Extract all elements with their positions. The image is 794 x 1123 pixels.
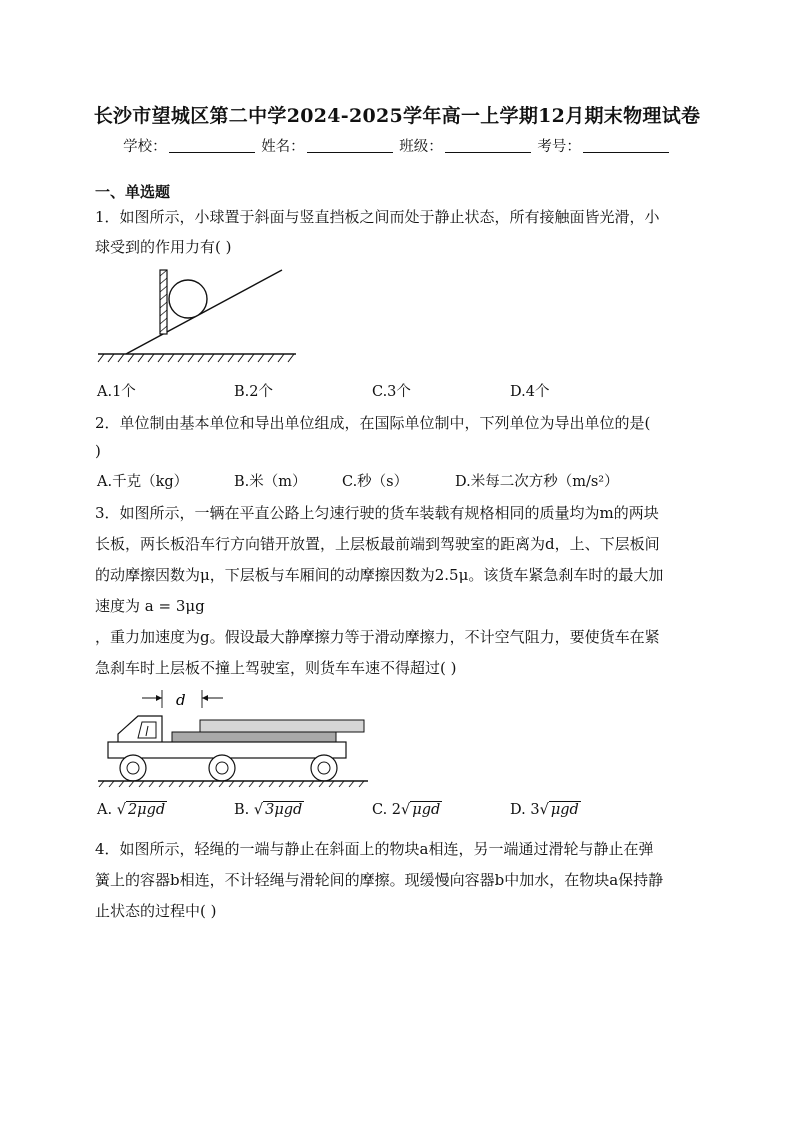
- q3-text-line2: 长板，两长板沿车行方向错开放置，上层板最前端到驾驶室的距离为d，上、下层板间: [95, 535, 660, 553]
- school-blank: [169, 138, 255, 153]
- q3-option-a-radicand: 2μgd: [127, 802, 166, 818]
- q2-option-b: B.米（m）: [234, 474, 307, 490]
- q3-option-c-coef: 2: [391, 802, 402, 818]
- exam-title: 长沙市望城区第二中学2024-2025学年高一上学期12月期末物理试卷: [93, 105, 701, 127]
- q3-option-c-radicand: μgd: [412, 802, 441, 818]
- q3-option-b: [234, 802, 304, 818]
- section-heading: 一、单选题: [95, 183, 171, 201]
- q3-text-line6: 急刹车时上层板不撞上驾驶室，则货车车速不得超过( ): [95, 659, 457, 677]
- q1-text-line1: 1．如图所示，小球置于斜面与竖直挡板之间而处于静止状态，所有接触面皆光滑，小: [95, 208, 660, 226]
- number-label: 考号：: [537, 139, 581, 155]
- q1-option-a: A.1个: [97, 384, 136, 400]
- student-info-row: [0, 135, 794, 156]
- q1-diagram: [96, 262, 301, 366]
- class-blank: [445, 138, 531, 153]
- q4-text-line2: 簧上的容器b相连，不计轻绳与滑轮间的摩擦。现缓慢向容器b中加水，在物块a保持静: [95, 871, 664, 889]
- q2-option-a: A.千克（kg）: [97, 474, 189, 490]
- q3-option-a-prefix: A.: [97, 802, 117, 818]
- q1-option-c: C.3个: [372, 384, 411, 400]
- name-label: 姓名：: [261, 139, 305, 155]
- school-label: 学校：: [123, 139, 167, 155]
- q3-d-label: d: [176, 691, 186, 709]
- q1-text-line2: 球受到的作用力有( ): [95, 238, 232, 256]
- q4-text-line1: 4．如图所示，轻绳的一端与静止在斜面上的物块a相连，另一端通过滑轮与静止在弹: [95, 840, 654, 858]
- number-blank: [583, 138, 669, 153]
- q3-text-line3: 的动摩擦因数为μ，下层板与车厢间的动摩擦因数为2.5μ。该货车紧急刹车时的最大加: [95, 566, 664, 584]
- q3-option-b-radicand: 3μgd: [265, 802, 303, 818]
- q1-option-b: B.2个: [234, 384, 273, 400]
- q3-text-line5: ，重力加速度为g。假设最大静摩擦力等于滑动摩擦力，不计空气阻力，要使货车在紧: [95, 628, 660, 646]
- q3-truck-diagram: [96, 686, 372, 788]
- q3-option-a: [97, 802, 167, 818]
- sqrt-symbol: √ 2μgd: [116, 802, 166, 818]
- name-blank: [307, 138, 393, 153]
- sqrt-symbol: √ 3μgd: [253, 802, 303, 818]
- class-label: 班级：: [399, 139, 443, 155]
- q2-option-c: C.秒（s）: [342, 474, 409, 490]
- q3-option-c: [372, 802, 442, 818]
- q2-text-line1: 2．单位制由基本单位和导出单位组成，在国际单位制中，下列单位为导出单位的是(: [95, 414, 651, 432]
- q3-text-line4: 速度为 a = 3μg: [95, 597, 205, 615]
- q3-option-b-prefix: B.: [234, 802, 254, 818]
- q2-option-d: D.米每二次方秒（m/s²）: [455, 474, 619, 490]
- q3-option-d: [510, 802, 581, 818]
- q1-option-d: D.4个: [510, 384, 550, 400]
- q3-text-line1: 3．如图所示，一辆在平直公路上匀速行驶的货车装载有规格相同的质量均为m的两块: [95, 504, 659, 522]
- q3-option-d-prefix: D.: [510, 802, 531, 818]
- sqrt-symbol: √ μgd: [401, 802, 441, 818]
- sqrt-symbol: √ μgd: [539, 802, 579, 818]
- q3-option-d-radicand: μgd: [550, 802, 579, 818]
- q3-option-c-prefix: C.: [372, 802, 392, 818]
- q2-text-line2: ): [95, 442, 101, 460]
- q3-option-d-coef: 3: [530, 802, 540, 818]
- q4-text-line3: 止状态的过程中( ): [95, 902, 217, 920]
